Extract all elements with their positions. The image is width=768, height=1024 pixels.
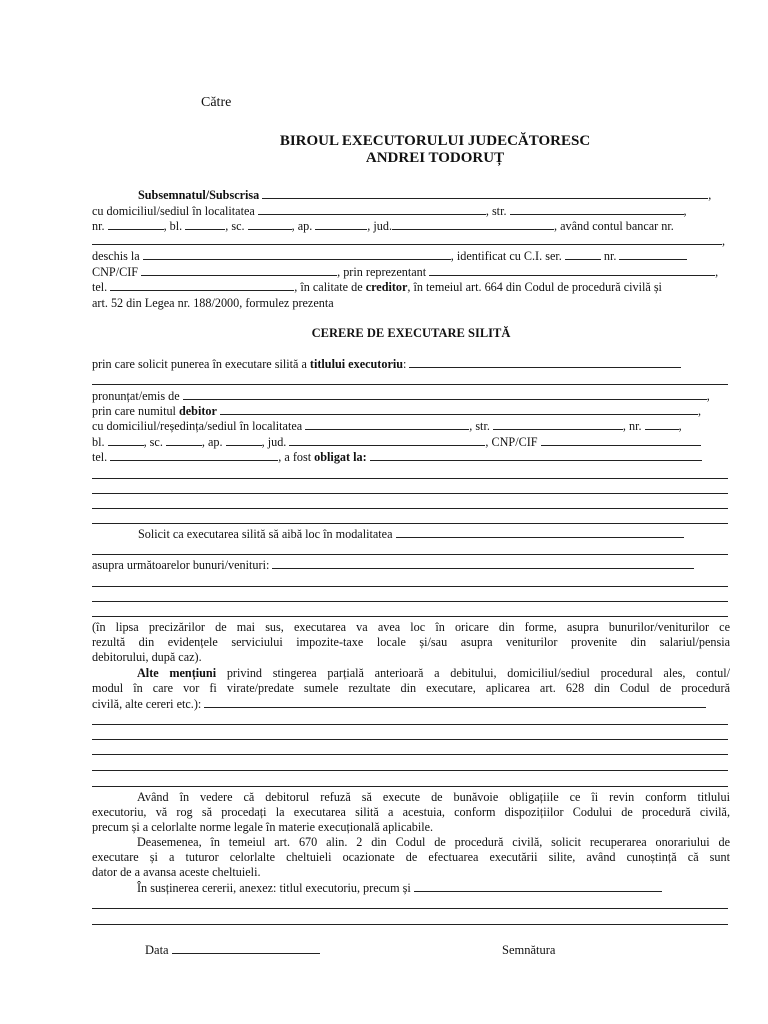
creditor-bank-line: ,	[92, 234, 730, 249]
modality-extra-line[interactable]	[92, 554, 728, 555]
title-line: prin care solicit punerea în executare silită a titlului executoriu:	[92, 357, 730, 372]
debtor-tel-line: tel. , a fost obligat la:	[92, 450, 730, 465]
other-line-1: Alte mențiuni privind stingerea parțială anterioară a debitului, domiciliul/sediul procedural ales, contul/	[137, 666, 730, 680]
title-field[interactable]	[409, 357, 681, 368]
debtor-domicile-line: cu domiciliul/reședința/sediul în localitatea , str. , nr. ,	[92, 419, 682, 433]
debtor-line: prin care numitul debitor ,	[92, 404, 701, 418]
annex-line: În susținerea cererii, anexez: titlul executoriu, precum și	[92, 881, 730, 896]
signature-label: Semnătura	[502, 943, 556, 957]
debtor-address-line: bl. , sc. , ap. , jud. , CNP/CIF	[92, 435, 730, 450]
creditor-law-line: art. 52 din Legea nr. 188/2000, formulez prezenta	[92, 296, 334, 310]
debtor-bl-field[interactable]	[108, 435, 144, 446]
creditor-id-line: deschis la , identificat cu C.I. ser. nr.	[92, 249, 730, 264]
notice-line-2: rezultă din evidențele serviciului impozite-taxe locale și/sau asupra veniturilor provenite din salariul/pensia	[92, 635, 730, 649]
creditor-sc-field[interactable]	[248, 219, 292, 230]
id-number-field[interactable]	[619, 249, 687, 260]
other-line-2: modul în care vor fi virate/predate sumele rezultate din executare, aplicarea art. 628 din Codul de procedură	[92, 681, 730, 695]
debtor-nr-field[interactable]	[645, 419, 679, 430]
debtor-name-field[interactable]	[220, 404, 698, 415]
goods-line-2[interactable]	[92, 601, 728, 602]
debtor-street-field[interactable]	[493, 419, 623, 430]
annex-field[interactable]	[414, 881, 662, 892]
other-line-3: civilă, alte cereri etc.):	[92, 697, 730, 712]
modality-line: Solicit ca executarea silită să aibă loc în modalitatea	[92, 527, 730, 542]
creditor-ap-field[interactable]	[315, 219, 367, 230]
obligation-line-3[interactable]	[92, 508, 728, 509]
pronounced-line: pronunțat/emis de ,	[92, 389, 710, 403]
other-mentions-field[interactable]	[204, 697, 706, 708]
pronounced-by-field[interactable]	[183, 389, 707, 400]
title-extra-line[interactable]	[92, 384, 728, 385]
office-title: BIROUL EXECUTORULUI JUDECĂTORESC	[279, 133, 591, 149]
notice-line-1: (în lipsa precizărilor de mai sus, executarea va avea loc în oricare din forme, asupra bunurilor/veniturilor ce	[92, 620, 730, 634]
debtor-ap-field[interactable]	[226, 435, 262, 446]
debtor-locality-field[interactable]	[305, 419, 469, 430]
debtor-county-field[interactable]	[289, 435, 485, 446]
closing-p1-line-1: Având în vedere că debitorul refuză să execute de bunăvoie obligațiile ce îi revin conform titlului	[137, 790, 730, 804]
other-line-d[interactable]	[92, 770, 728, 771]
closing-p2-line-2: executare și a tuturor celorlalte cheltuieli ocazionate de efectuarea executării silite, având cunoștință că sunt	[92, 850, 730, 864]
annex-line-2[interactable]	[92, 924, 728, 925]
closing-p1-line-2: executoriu, vă rog să procedați la executarea silită a acestuia, conform dispozițiilor Codului de procedură civilă,	[92, 805, 730, 819]
creditor-county-field[interactable]	[392, 219, 554, 230]
creditor-tel-line: tel. , în calitate de creditor, în temeiul art. 664 din Codul de procedură civilă și	[92, 280, 662, 294]
date-field[interactable]	[172, 943, 320, 954]
creditor-cnp-line: CNP/CIF , prin reprezentant ,	[92, 265, 719, 279]
modality-field[interactable]	[396, 527, 684, 538]
closing-p2-line-1: Deasemenea, în temeiul art. 670 alin. 2 din Codul de procedură civilă, solicit recuperarea onorariului de	[137, 835, 730, 849]
closing-p1-line-3: precum și a celorlalte norme legale în materie execuțională aplicabile.	[92, 820, 434, 834]
closing-p2-line-3: dator de a avansa aceste cheltuieli.	[92, 865, 261, 879]
creditor-tel-field[interactable]	[110, 280, 294, 291]
creditor-cnp-field[interactable]	[141, 265, 337, 276]
obligation-line-4[interactable]	[92, 523, 728, 524]
obligation-line-2[interactable]	[92, 493, 728, 494]
other-line-e[interactable]	[92, 786, 728, 787]
debtor-tel-field[interactable]	[110, 450, 278, 461]
notice-line-3: debitorului, după caz).	[92, 650, 202, 664]
annex-line-1[interactable]	[92, 908, 728, 909]
creditor-name-line: Subsemnatul/Subscrisa ,	[138, 188, 712, 202]
obligation-field[interactable]	[370, 450, 702, 461]
other-line-c[interactable]	[92, 754, 728, 755]
date-label: Data	[145, 943, 169, 957]
other-line-a[interactable]	[92, 724, 728, 725]
obligation-line-1[interactable]	[92, 478, 728, 479]
creditor-street-field[interactable]	[510, 204, 684, 215]
representative-field[interactable]	[429, 265, 715, 276]
creditor-address-line: nr. , bl. , sc. , ap. , jud. , având contul bancar nr.	[92, 219, 674, 233]
goods-line: asupra următoarelor bunuri/venituri:	[92, 558, 730, 573]
creditor-label: Subsemnatul/Subscrisa	[138, 188, 260, 202]
creditor-nr-field[interactable]	[108, 219, 164, 230]
other-line-b[interactable]	[92, 739, 728, 740]
goods-field[interactable]	[272, 558, 694, 569]
creditor-bl-field[interactable]	[185, 219, 225, 230]
creditor-domicile-line: cu domiciliul/sediul în localitatea , str. ,	[92, 204, 687, 218]
creditor-name-field[interactable]	[262, 188, 708, 199]
office-name: ANDREI TODORUȚ	[365, 150, 505, 166]
creditor-locality-field[interactable]	[258, 204, 486, 215]
bank-name-field[interactable]	[143, 249, 451, 260]
debtor-cnp-field[interactable]	[541, 435, 701, 446]
goods-line-1[interactable]	[92, 586, 728, 587]
id-series-field[interactable]	[565, 249, 601, 260]
date-block	[145, 943, 320, 958]
addressee-label: Către	[201, 95, 232, 110]
creditor-bank-field[interactable]	[92, 234, 722, 245]
request-title: CERERE DE EXECUTARE SILITĂ	[311, 326, 511, 340]
goods-line-3[interactable]	[92, 616, 728, 617]
debtor-sc-field[interactable]	[166, 435, 202, 446]
